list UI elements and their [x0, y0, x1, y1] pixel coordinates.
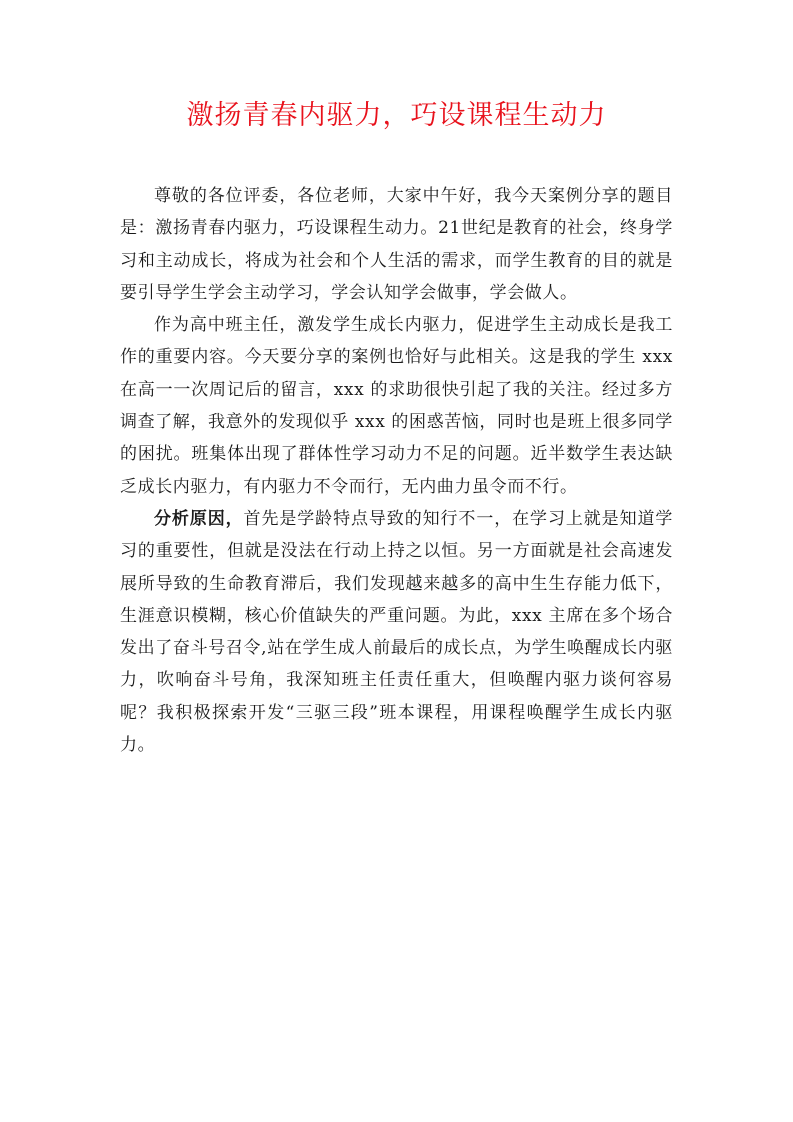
- document-body: [120, 180, 673, 761]
- paragraph-text: 作为高中班主任，激发学生成长内驱力，促进学生主动成长是我工作的重要内容。今天要分享的案例也恰好与此相关。这是我的学生 xxx 在高一一次周记后的留言，xxx 的求助很快引起了我的关注。经过多方调查了解，我意外的发现似乎 xxx 的困惑苦恼，同时也是班上很多同学的困扰。班集体出现了群体性学习动力不足的问题。近半数学生表达缺乏成长内驱力，有内驱力不令而行，无内曲力虽令而不行。: [120, 315, 673, 497]
- paragraph-text: 首先是学龄特点导致的知行不一，在学习上就是知道学习的重要性，但就是没法在行动上持之以恒。另一方面就是社会高速发展所导致的生命教育滞后，我们发现越来越多的高中生生存能力低下，生涯意识模糊，核心价值缺失的严重问题。为此，xxx 主席在多个场合发出了奋斗号召令,站在学生成人前最后的成长点，为学生唤醒成长内驱力，吹响奋斗号角，我深知班主任责任重大，但唤醒内驱力谈何容易呢？我积极探索开发“三驱三段”班本课程，用课程唤醒学生成长内驱力。: [120, 508, 674, 756]
- paragraph: [120, 180, 673, 309]
- paragraph-lead-heading: 分析原因，: [154, 508, 244, 529]
- document-title: 激扬青春内驱力，巧设课程生动力: [186, 100, 607, 131]
- paragraph-text: 尊敬的各位评委，各位老师，大家中午好，我今天案例分享的题目是：激扬青春内驱力，巧设课程生动力。21世纪是教育的社会，终身学习和主动成长，将成为社会和个人生活的需求，而学生教育的目的就是要引导学生学会主动学习，学会认知学会做事，学会做人。: [120, 186, 673, 303]
- paragraph: [120, 503, 673, 761]
- paragraph: [120, 309, 673, 503]
